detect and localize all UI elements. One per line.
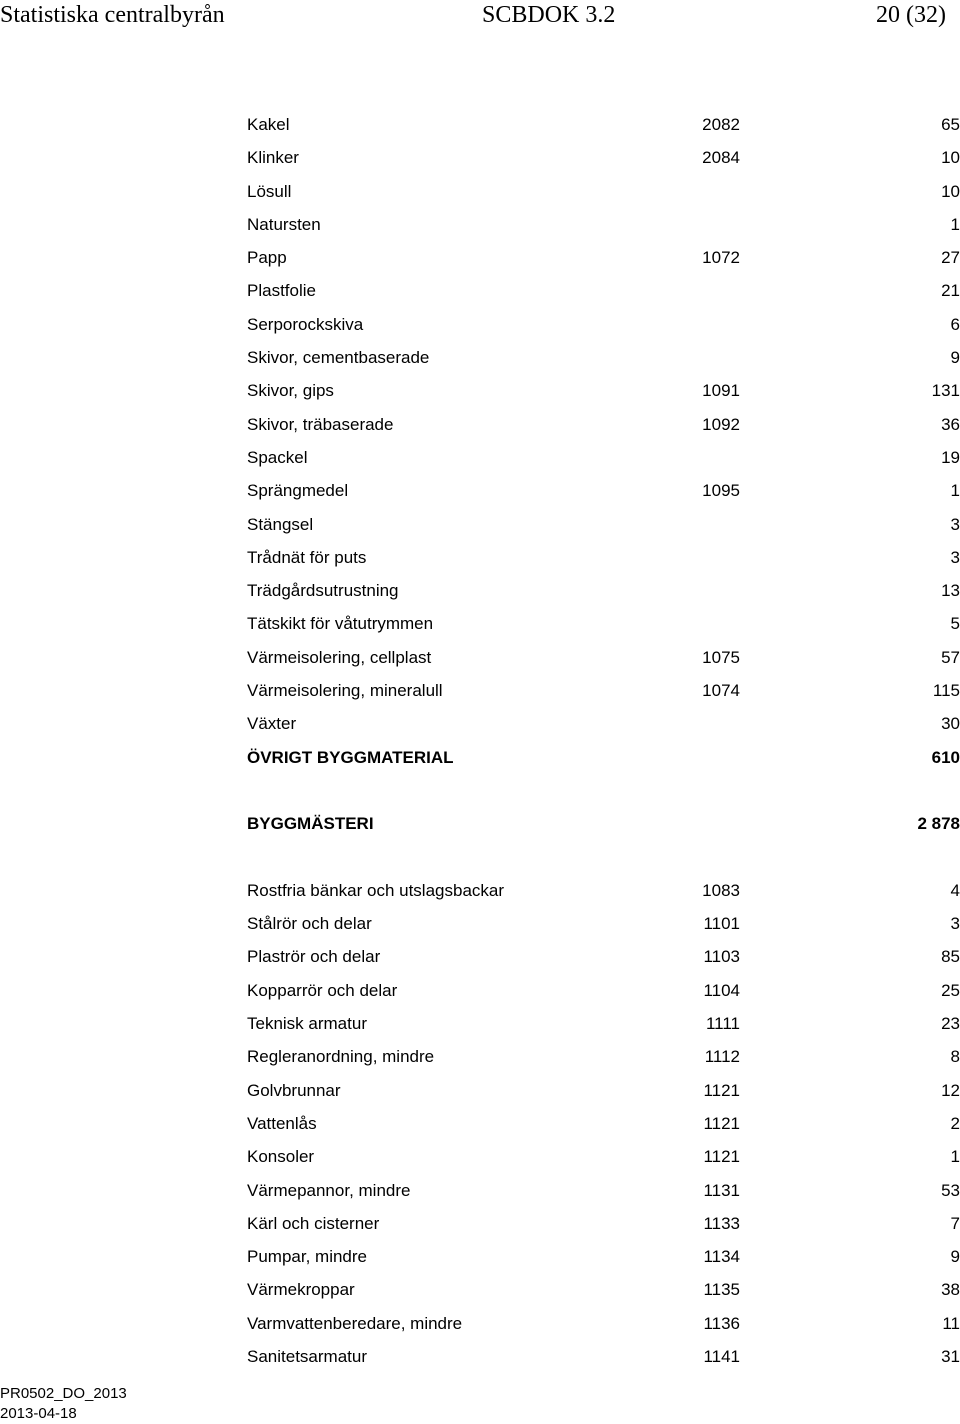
item-value: 21 (941, 281, 960, 301)
item-value: 5 (950, 614, 960, 634)
item-value: 4 (950, 880, 960, 900)
item-code: 1121 (703, 1113, 740, 1133)
item-code: 1121 (703, 1080, 740, 1100)
table-row (247, 1240, 960, 1273)
table-row (247, 1207, 960, 1240)
item-value: 53 (941, 1180, 960, 1200)
table-row (247, 707, 960, 740)
subtotal-row (247, 741, 960, 774)
item-name: Värmeisolering, mineralull (247, 681, 443, 701)
item-value: 9 (950, 1247, 960, 1267)
item-name: Plastfolie (247, 281, 316, 301)
table-row (247, 1273, 960, 1306)
table-row (247, 208, 960, 241)
item-value: 9 (950, 348, 960, 368)
section-vvs-material (247, 874, 960, 1373)
item-value: 115 (932, 681, 960, 701)
material-table (247, 108, 960, 1373)
item-name: Kakel (247, 115, 290, 134)
item-name: Varmvattenberedare, mindre (247, 1313, 463, 1333)
item-code: 1111 (705, 1014, 740, 1034)
table-row (247, 341, 960, 374)
item-name: Papp (247, 248, 287, 268)
page-number: 20 (32) (876, 2, 946, 28)
item-code: 1083 (702, 880, 740, 900)
section-ovrigt-byggmaterial (247, 108, 960, 741)
item-name: Sprängmedel (247, 481, 349, 501)
item-name: Pumpar, mindre (247, 1247, 367, 1267)
item-value: 1 (950, 481, 960, 501)
item-name: Skivor, träbaserade (247, 414, 394, 434)
spacer (247, 841, 960, 874)
table-row (247, 1140, 960, 1173)
item-value: 3 (950, 914, 960, 934)
item-code: 1095 (702, 481, 740, 501)
item-value: 1 (950, 214, 960, 234)
table-row (247, 374, 960, 407)
footer-doc-code: PR0502_DO_2013 (0, 1385, 127, 1402)
item-value: 31 (941, 1346, 960, 1366)
item-name: Lösull (247, 181, 292, 201)
table-row (247, 940, 960, 973)
total-row (247, 807, 960, 840)
item-value: 1 (950, 1147, 960, 1167)
item-code: 1091 (702, 381, 740, 401)
item-code: 1131 (703, 1180, 740, 1200)
table-row (247, 1107, 960, 1140)
item-code: 1075 (702, 647, 740, 667)
item-value: 85 (941, 947, 960, 967)
table-row (247, 1074, 960, 1107)
document-id: SCBDOK 3.2 (482, 2, 616, 28)
item-name: Värmeisolering, cellplast (247, 647, 432, 667)
item-name: Skivor, gips (247, 381, 334, 401)
item-value: 19 (941, 447, 960, 467)
item-name: Stålrör och delar (247, 914, 372, 934)
item-code: 1101 (703, 914, 740, 934)
item-name: Rostfria bänkar och utslagsbackar (247, 880, 505, 900)
item-code: 1133 (703, 1213, 740, 1233)
table-row (247, 141, 960, 174)
item-name: Spackel (247, 447, 308, 467)
item-code: 1141 (703, 1346, 740, 1366)
table-row (247, 508, 960, 541)
item-value: 57 (941, 647, 960, 667)
item-name: Kärl och cisterner (247, 1213, 380, 1233)
item-value: 30 (941, 714, 960, 734)
item-code: 2082 (702, 115, 740, 134)
item-code: 1121 (703, 1147, 740, 1167)
table-row (247, 441, 960, 474)
page-footer (0, 1384, 127, 1424)
item-code: 1112 (704, 1047, 740, 1067)
table-row (247, 674, 960, 707)
item-name: Golvbrunnar (247, 1080, 341, 1100)
item-code: 1135 (703, 1280, 740, 1300)
item-value: 10 (941, 181, 960, 201)
table-row (247, 974, 960, 1007)
item-value: 3 (950, 514, 960, 534)
table-row (247, 274, 960, 307)
item-value: 13 (941, 581, 960, 601)
item-code: 1134 (703, 1247, 740, 1267)
item-code: 1103 (703, 947, 740, 967)
table-row (247, 241, 960, 274)
item-value: 12 (941, 1080, 960, 1100)
item-code: 1072 (702, 248, 740, 268)
item-code: 1136 (703, 1313, 740, 1333)
table-row (247, 474, 960, 507)
table-row (247, 1340, 960, 1373)
item-name: Stängsel (247, 514, 314, 534)
table-row (247, 1007, 960, 1040)
item-name: Växter (247, 714, 297, 734)
table-row (247, 541, 960, 574)
item-name: Plaströr och delar (247, 947, 381, 967)
item-name: Värmekroppar (247, 1280, 355, 1300)
subtotal-label: ÖVRIGT BYGGMATERIAL (247, 747, 454, 767)
item-name: Teknisk armatur (247, 1014, 367, 1034)
total-label: BYGGMÄSTERI (247, 814, 374, 834)
table-row (247, 874, 960, 907)
item-name: Tätskikt för våtutrymmen (247, 614, 434, 634)
item-name: Regleranordning, mindre (247, 1047, 435, 1067)
organization-name: Statistiska centralbyrån (0, 2, 225, 28)
total-value: 2 878 (917, 814, 960, 834)
item-name: Konsoler (247, 1147, 315, 1167)
item-code: 2084 (702, 148, 740, 168)
item-value: 38 (941, 1280, 960, 1300)
item-value: 131 (931, 381, 960, 401)
item-name: Sanitetsarmatur (247, 1346, 367, 1366)
item-name: Trådnät för puts (247, 547, 367, 567)
item-code: 1104 (703, 980, 740, 1000)
item-value: 6 (950, 314, 960, 334)
table-row (247, 907, 960, 940)
item-name: Värmepannor, mindre (247, 1180, 411, 1200)
table-row (247, 108, 960, 141)
spacer (247, 774, 960, 807)
table-row (247, 1174, 960, 1207)
item-value: 27 (941, 248, 960, 268)
item-name: Skivor, cementbaserade (247, 348, 430, 368)
item-value: 2 (950, 1113, 960, 1133)
item-name: Serporockskiva (247, 314, 364, 334)
item-code: 1074 (702, 681, 740, 701)
item-name: Klinker (247, 148, 299, 168)
table-row (247, 408, 960, 441)
item-value: 11 (942, 1313, 960, 1333)
item-value: 36 (941, 414, 960, 434)
table-row (247, 574, 960, 607)
item-name: Natursten (247, 214, 321, 234)
item-value: 7 (950, 1213, 960, 1233)
table-row (247, 308, 960, 341)
footer-date: 2013-04-18 (0, 1405, 77, 1422)
item-name: Trädgårdsutrustning (247, 581, 399, 601)
table-row (247, 1040, 960, 1073)
table-row (247, 641, 960, 674)
item-value: 8 (950, 1047, 960, 1067)
item-value: 23 (941, 1014, 960, 1034)
table-row (247, 175, 960, 208)
table-row (247, 1307, 960, 1340)
item-value: 3 (950, 547, 960, 567)
table-row (247, 607, 960, 640)
item-code: 1092 (702, 414, 740, 434)
page-header (0, 0, 960, 32)
subtotal-value: 610 (931, 747, 960, 767)
item-value: 10 (941, 148, 960, 168)
item-name: Vattenlås (247, 1113, 317, 1133)
item-name: Kopparrör och delar (247, 980, 398, 1000)
item-value: 25 (941, 980, 960, 1000)
item-value: 65 (941, 115, 960, 134)
